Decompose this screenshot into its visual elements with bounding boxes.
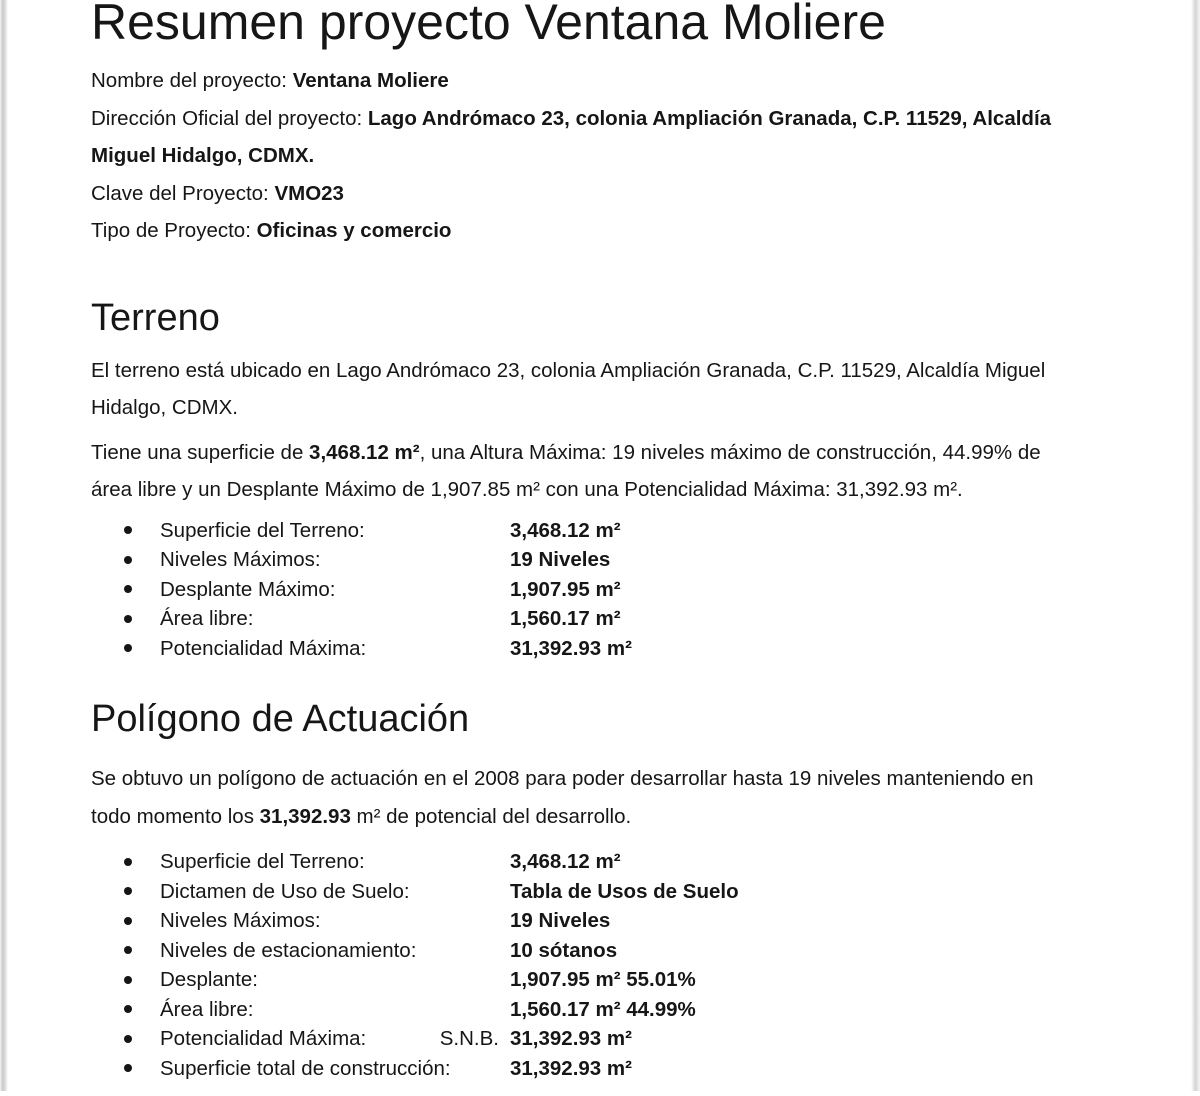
list-item — [91, 1054, 1144, 1084]
text-line — [91, 389, 1144, 427]
item-label: Superficie del Terreno: — [160, 518, 365, 542]
list-item — [91, 965, 1144, 995]
item-label-group — [160, 965, 510, 995]
text: Hidalgo, CDMX. — [91, 396, 238, 419]
page-edge-right — [1191, 0, 1200, 1091]
list-item — [91, 634, 1144, 664]
item-label: Desplante Máximo: — [160, 577, 336, 601]
bullet-dot — [124, 526, 132, 534]
item-label: Superficie total de construcción: — [160, 1056, 451, 1080]
item-value: 1,907.95 m² 55.01% — [510, 968, 696, 991]
bullet-list — [91, 847, 1144, 1083]
paragraph — [91, 352, 1144, 427]
item-label-group — [160, 1024, 510, 1054]
text: Tipo de Proyecto: — [91, 219, 257, 242]
page-edge-left — [0, 0, 8, 1091]
item-value: 31,392.93 m² — [510, 636, 632, 660]
item-label: Desplante: — [160, 968, 259, 991]
item-value: 1,907.95 m² — [510, 577, 621, 601]
text: área libre y un Desplante Máximo de 1,907.85 m² con una Potencialidad Máxima: 31,392.93 m². — [91, 478, 963, 501]
item-value: 3,468.12 m² — [510, 518, 621, 542]
item-label-group — [160, 604, 510, 634]
bullet-dot — [124, 917, 132, 925]
item-label: Área libre: — [160, 607, 254, 630]
section-terreno — [91, 295, 1144, 664]
list-item — [91, 847, 1144, 877]
item-label-group — [160, 995, 510, 1025]
text: Se obtuvo un polígono de actuación en el 2008 para poder desarrollar hasta 19 niveles manteniendo en — [91, 767, 1034, 790]
item-value: 1,560.17 m² — [510, 607, 621, 630]
text-bold: VMO23 — [274, 181, 344, 205]
bullet-icon — [91, 946, 160, 954]
item-label-group — [160, 877, 510, 907]
list-item — [91, 936, 1144, 966]
bullet-icon — [91, 1064, 160, 1072]
list-item — [91, 995, 1144, 1025]
text-bold: Oficinas y comercio — [256, 219, 452, 242]
bullet-dot — [124, 976, 132, 984]
item-label: Área libre: — [160, 997, 254, 1021]
list-item — [91, 1024, 1144, 1054]
bullet-dot — [124, 1005, 132, 1013]
item-label-group — [160, 634, 510, 664]
bullet-icon — [91, 1005, 160, 1013]
text: todo momento los — [91, 804, 260, 828]
text: Dirección Oficial del proyecto: — [91, 106, 368, 130]
bullet-icon — [91, 976, 160, 984]
item-value: 3,468.12 m² — [510, 850, 621, 873]
text: El terreno está ubicado en Lago Andrómaco 23, colonia Ampliación Granada, C.P. 11529, Alcaldía Miguel — [91, 358, 1046, 382]
list-item — [91, 877, 1144, 907]
text-bold: 3,468.12 m² — [309, 440, 420, 464]
item-label-group — [160, 545, 510, 575]
item-label-group — [160, 1054, 510, 1084]
text-bold: 31,392.93 — [259, 804, 351, 828]
item-value: 10 sótanos — [510, 938, 618, 962]
bullet-dot — [124, 946, 132, 954]
item-label-group — [160, 847, 510, 877]
text-line — [91, 434, 1144, 472]
bullet-dot — [124, 858, 132, 866]
text-line — [91, 352, 1144, 390]
section-heading: Terreno — [91, 296, 220, 339]
bullet-dot — [124, 1035, 132, 1043]
text-bold: Miguel Hidalgo, CDMX. — [91, 144, 315, 167]
meta-line — [91, 175, 1144, 213]
item-value: 31,392.93 m² — [510, 1056, 632, 1080]
meta-line — [91, 100, 1144, 138]
bullet-dot — [124, 644, 132, 652]
list-item — [91, 545, 1144, 575]
item-value: 1,560.17 m² 44.99% — [510, 997, 696, 1021]
list-item — [91, 906, 1144, 936]
item-label-group — [160, 906, 510, 936]
document-sections — [91, 295, 1144, 1084]
bullet-icon — [91, 1035, 160, 1043]
item-label-group — [160, 936, 510, 966]
text-line — [91, 760, 1144, 798]
text: Tiene una superficie de — [91, 440, 310, 464]
item-value: Tabla de Usos de Suelo — [510, 879, 739, 903]
bullet-icon — [91, 887, 160, 895]
list-item — [91, 575, 1144, 605]
meta-line — [91, 62, 1144, 100]
item-label: Niveles de estacionamiento: — [160, 938, 417, 962]
item-prefix: S.N.B. — [439, 1027, 499, 1050]
document-title: Resumen proyecto Ventana Moliere — [91, 0, 886, 50]
text-bold: Lago Andrómaco 23, colonia Ampliación Granada, C.P. 11529, Alcaldía — [367, 106, 1052, 130]
bullet-icon — [91, 858, 160, 866]
text-line — [91, 471, 1144, 509]
list-item — [91, 604, 1144, 634]
item-label: Potencialidad Máxima: — [160, 636, 367, 660]
text: Nombre del proyecto: — [91, 69, 293, 92]
item-label: Dictamen de Uso de Suelo: — [160, 879, 410, 903]
section-poligono-de-actuacion — [91, 696, 1144, 1083]
bullet-dot — [124, 1064, 132, 1072]
bullet-list — [91, 516, 1144, 664]
bullet-icon — [91, 644, 160, 652]
section-heading: Polígono de Actuación — [91, 698, 470, 740]
text: , una Altura Máxima: 19 niveles máximo de construcción, 44.99% de — [419, 440, 1041, 464]
item-label-group — [160, 575, 510, 605]
text: m² de potencial del desarrollo. — [350, 804, 632, 828]
paragraph — [91, 434, 1144, 509]
meta-line — [91, 212, 1144, 250]
item-label: Superficie del Terreno: — [160, 850, 365, 873]
item-value: 19 Niveles — [510, 909, 611, 932]
bullet-icon — [91, 526, 160, 534]
list-item — [91, 516, 1144, 546]
text-bold: Ventana Moliere — [292, 69, 449, 92]
bullet-dot — [124, 615, 132, 623]
item-value: 31,392.93 m² — [510, 1027, 632, 1050]
paragraph — [91, 760, 1144, 835]
item-label: Niveles Máximos: — [160, 909, 321, 932]
meta-line — [91, 137, 1144, 175]
text-line — [91, 798, 1144, 836]
bullet-icon — [91, 556, 160, 564]
item-label: Potencialidad Máxima: — [160, 1027, 367, 1050]
bullet-dot — [124, 585, 132, 593]
bullet-icon — [91, 615, 160, 623]
item-value: 19 Niveles — [510, 548, 611, 571]
bullet-dot — [124, 556, 132, 564]
bullet-dot — [124, 887, 132, 895]
item-label: Niveles Máximos: — [160, 548, 321, 571]
bullet-icon — [91, 585, 160, 593]
text: Clave del Proyecto: — [91, 181, 275, 205]
project-meta-block — [91, 62, 1144, 250]
bullet-icon — [91, 917, 160, 925]
item-label-group — [160, 516, 510, 546]
